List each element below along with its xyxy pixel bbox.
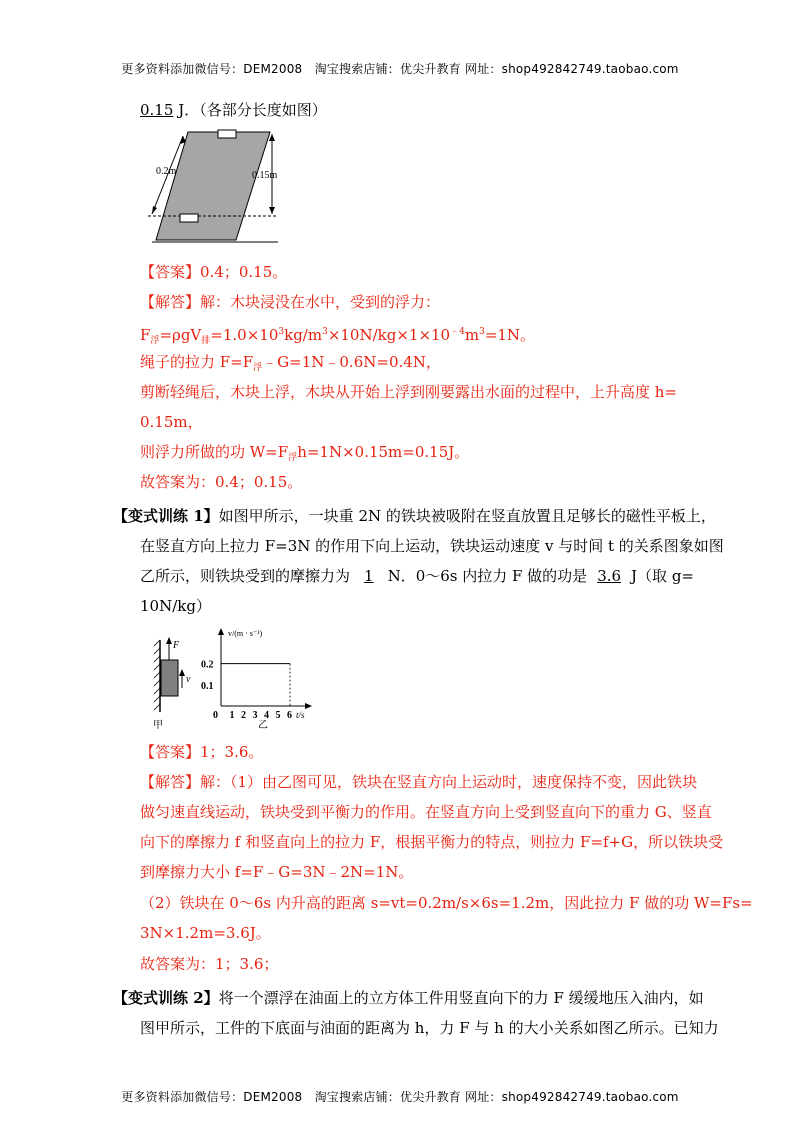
q1-line4: 10N/kg）	[140, 597, 211, 615]
q1-blank-2: 3.6	[597, 567, 622, 585]
q2-line1: 【变式训练 2】将一个漂浮在油面上的立方体工件用竖直向下的力 F 缓缓地压入油内，如	[113, 989, 704, 1007]
solution-2-line1: 【解答】解：（1）由乙图可见，铁块在竖直方向上运动时，速度保持不变，因此铁块	[140, 773, 698, 791]
x-tick-5: 5	[275, 710, 281, 721]
x-axis-label: t/s	[296, 710, 305, 720]
solution-2-line4: 到摩擦力大小 f=F﹣G=3N﹣2N=1N。	[140, 863, 414, 881]
vt-chart	[196, 624, 326, 736]
force-label: F	[173, 640, 180, 651]
page-footer: 更多资料添加微信号：DEM2008 淘宝搜索店铺：优尖升教育 网址：shop492842749.taobao.com	[121, 1090, 679, 1104]
x-tick-3: 3	[252, 710, 258, 721]
y-tick-0-1: 0.1	[201, 680, 214, 692]
solution-1-intro	[140, 292, 440, 312]
q1-line3: 乙所示，则铁块受到的摩擦力为 1 N．0～6s 内拉力 F 做的功是 3.6 J（取 g=	[140, 567, 694, 585]
solution-2-line6: 3N×1.2m=3.6J。	[140, 924, 271, 942]
block-in-water-figure	[140, 128, 290, 246]
x-tick-6: 6	[287, 710, 292, 721]
x-axis-arrow	[305, 703, 312, 709]
fig-label-left: 0.2m	[156, 166, 177, 177]
y-axis-label: v/(m · s⁻¹)	[228, 629, 263, 638]
solution-2-line7: 故答案为：1；3.6；	[140, 955, 279, 973]
solution-1-text: 解：木块浸没在水中，受到的浮力：	[200, 293, 441, 311]
solution-label: 【解答】	[140, 293, 201, 311]
solution-2-line2: 做匀速直线运动，铁块受到平衡力的作用。在竖直方向上受到竖直向下的重力 G、竖直	[140, 803, 712, 821]
x-tick-4: 4	[264, 710, 269, 721]
solution-1-line4: 剪断轻绳后，木块上浮，木块从开始上浮到刚要露出水面的过程中，上升高度 h=	[140, 383, 678, 401]
solution-label: 【解答】	[140, 773, 201, 791]
fig-label-right: 0.15m	[252, 170, 278, 181]
solution-1-line6: 则浮力所做的功 $W=F_浮h=1N\times 0.15m=0.15J$。	[140, 443, 470, 463]
q2-line2: 图甲所示，工件的下底面与油面的距离为 h，力 F 与 h 的大小关系如图乙所示。已知力	[140, 1019, 719, 1037]
velocity-label: v	[186, 674, 191, 685]
x-tick-2: 2	[241, 710, 246, 721]
q1-line2: 在竖直方向上拉力 F=3N 的作用下向上运动，铁块运动速度 v 与时间 t 的关系图象如图	[140, 537, 724, 555]
q0-line	[140, 100, 327, 120]
q1-label: 【变式训练 1】	[113, 507, 219, 525]
q1-line1: 【变式训练 1】如图甲所示，一块重 2N 的铁块被吸附在竖直放置且足够长的磁性平板上，	[113, 507, 716, 525]
solution-1-line7: 故答案为：0.4；0.15。	[140, 473, 303, 491]
y-tick-0-2: 0.2	[201, 659, 214, 671]
answer-2: 【答案】1；3.6。	[140, 743, 264, 761]
y-axis-arrow	[218, 628, 224, 635]
q1-blank-1: 1	[364, 567, 374, 585]
q0-answer-blank: 0.15	[140, 101, 174, 119]
solution-1-line2: $F_浮=\rho gV_排=1.0\times 10^3kg/m^3\times 10N/kg\times 1\times 10^{﹣4}m^3=1N$。	[140, 326, 536, 346]
x-tick-1: 1	[229, 710, 235, 721]
solution-2-line3: 向下的摩擦力 f 和竖直向上的拉力 F，根据平衡力的特点，则拉力 F=f+G，所以铁块受	[140, 833, 724, 851]
answer-1: 【答案】0.4；0.15。	[140, 263, 288, 281]
q0-tail: J．（各部分长度如图）	[178, 101, 327, 119]
solution-1-line3: 绳子的拉力 $F=F_浮﹣G=1N﹣0.6N=0.4N$，	[140, 353, 441, 373]
figure-yi-label: 乙	[258, 720, 268, 731]
q2-label: 【变式训练 2】	[113, 989, 219, 1007]
page-header: 更多资料添加微信号：DEM2008 淘宝搜索店铺：优尖升教育 网址：shop492842749.taobao.com	[121, 62, 679, 76]
solution-2-line5: （2）铁块在 0～6s 内升高的距离 s=vt=0.2m/s×6s=1.2m，因此拉力 F 做的功 W=Fs=	[140, 894, 753, 912]
figure-jia-label: 甲	[153, 720, 163, 731]
x-tick-0: 0	[213, 710, 218, 721]
solution-1-line5: 0.15m，	[140, 413, 203, 431]
